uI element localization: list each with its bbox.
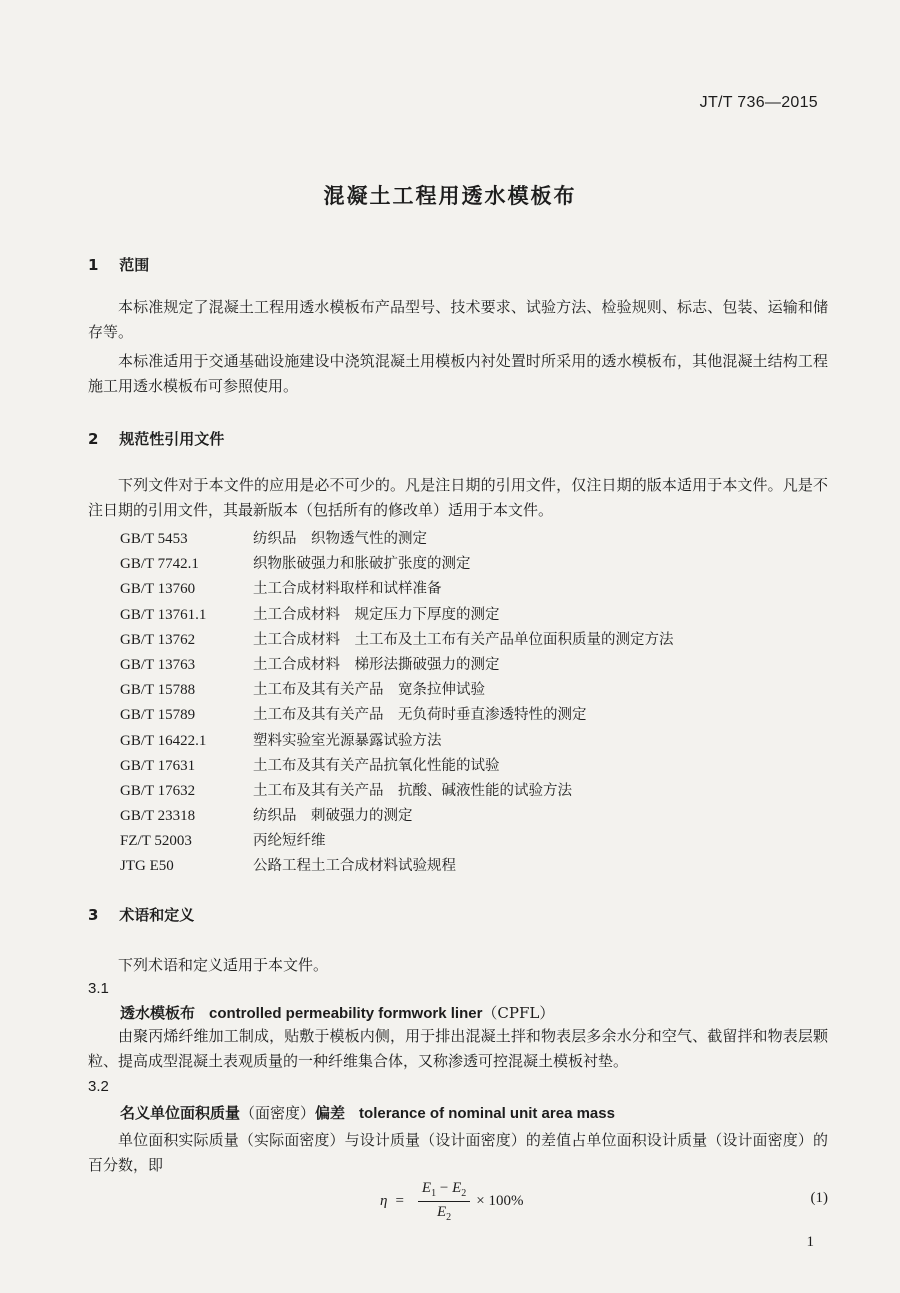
reference-code: GB/T 5453	[120, 531, 188, 547]
reference-item	[120, 854, 674, 879]
formula-minus: −	[436, 1180, 453, 1196]
term-3-1-definition: 由聚丙烯纤维加工制成，贴敷于模板内侧，用于排出混凝土拌和物表层多余水分和空气、截留拌和物表层颗粒、提高成型混凝土表观质量的一种纤维集合体，又称渗透可控混凝土模板衬垫。	[88, 1027, 828, 1070]
section-3-title: 术语和定义	[119, 906, 195, 924]
reference-code: GB/T 23318	[120, 808, 196, 825]
reference-code: GB/T 15788	[120, 682, 196, 699]
reference-item	[120, 804, 674, 829]
clause-3-1-number: 3.1	[88, 980, 109, 997]
reference-item	[120, 729, 674, 754]
reference-item	[120, 527, 674, 552]
reference-item	[120, 779, 674, 804]
equation-number: (1)	[810, 1190, 828, 1206]
section-3-intro: 下列术语和定义适用于本文件。	[118, 956, 329, 974]
formula-e2-sub: 2	[461, 1188, 467, 1199]
reference-code: JTG E50	[120, 858, 174, 875]
clause-3-2-number: 3.2	[88, 1078, 109, 1095]
term-3-2	[120, 1102, 615, 1123]
reference-code: GB/T 7742.1	[120, 556, 199, 573]
section-1-paragraph-1: 本标准规定了混凝土工程用透水模板布产品型号、技术要求、试验方法、检验规则、标志、包装、运输和储存等。	[88, 298, 828, 341]
document-code: JT/T 736—2015	[699, 94, 818, 111]
term-3-1	[120, 1002, 554, 1023]
reference-title: 土工合成材料 梯形法撕破强力的测定	[253, 656, 500, 673]
formula-equals: =	[395, 1193, 404, 1209]
section-3-heading	[88, 904, 194, 925]
term-3-1-chinese: 透水模板布	[120, 1004, 196, 1022]
formula-fraction	[418, 1180, 470, 1223]
reference-item	[120, 577, 674, 602]
reference-title: 塑料实验室光源暴露试验方法	[253, 732, 442, 749]
reference-code: GB/T 17632	[120, 782, 196, 799]
reference-title: 土工合成材料取样和试样准备	[253, 581, 442, 598]
section-1-number: 1	[88, 256, 99, 274]
term-3-1-abbreviation: （CPFL）	[482, 1004, 555, 1022]
section-2-number: 2	[88, 430, 99, 448]
reference-item	[120, 552, 674, 577]
formula-e1: E	[421, 1180, 432, 1196]
section-3-number: 3	[88, 906, 99, 924]
section-2-title: 规范性引用文件	[119, 430, 225, 448]
reference-title: 织物胀破强力和胀破扩张度的测定	[253, 556, 471, 573]
reference-code: GB/T 15789	[120, 707, 196, 724]
formula-e2-denominator: E	[436, 1204, 447, 1220]
reference-item	[120, 703, 674, 728]
reference-title: 土工布及其有关产品 无负荷时垂直渗透特性的测定	[253, 707, 587, 724]
formula-e1-sub: 1	[431, 1188, 437, 1199]
reference-code: GB/T 16422.1	[120, 732, 207, 749]
formula-1	[380, 1180, 523, 1223]
term-3-2-chinese-b: （面密度）	[240, 1104, 316, 1122]
term-3-1-english: controlled permeability formwork liner	[209, 1005, 483, 1022]
reference-item	[120, 603, 674, 628]
reference-item	[120, 628, 674, 653]
reference-code: FZ/T 52003	[120, 833, 192, 850]
section-1-title: 范围	[119, 256, 150, 274]
reference-title: 纺织品 织物透气性的测定	[253, 531, 427, 547]
reference-title: 土工合成材料 土工布及土工布有关产品单位面积质量的测定方法	[253, 631, 674, 648]
reference-title: 纺织品 刺破强力的测定	[253, 808, 413, 825]
formula-times-percent: × 100%	[476, 1193, 524, 1209]
reference-title: 土工布及其有关产品 抗酸、碱液性能的试验方法	[253, 782, 572, 799]
reference-title: 土工布及其有关产品 宽条拉伸试验	[253, 682, 485, 699]
section-2-intro: 下列文件对于本文件的应用是必不可少的。凡是注日期的引用文件，仅注日期的版本适用于本文件。凡是不注日期的引用文件，其最新版本（包括所有的修改单）适用于本文件。	[88, 476, 828, 519]
reference-title: 土工合成材料 规定压力下厚度的测定	[253, 606, 500, 623]
section-1-heading	[88, 254, 149, 275]
formula-eta: η	[380, 1193, 388, 1209]
reference-code: GB/T 17631	[120, 757, 196, 774]
term-3-2-english: tolerance of nominal unit area mass	[359, 1105, 615, 1122]
reference-title: 公路工程土工合成材料试验规程	[253, 858, 456, 875]
reference-code: GB/T 13761.1	[120, 606, 207, 623]
reference-item	[120, 829, 674, 854]
term-3-2-definition: 单位面积实际质量（实际面密度）与设计质量（设计面密度）的差值占单位面积设计质量（设计面密度）的百分数，即	[88, 1131, 828, 1174]
reference-item	[120, 754, 674, 779]
normative-reference-list	[120, 527, 674, 880]
section-1-paragraph-2: 本标准适用于交通基础设施建设中浇筑混凝土用模板内衬处置时所采用的透水模板布，其他混凝土结构工程施工用透水模板布可参照使用。	[88, 352, 828, 395]
term-3-2-chinese-c: 偏差	[315, 1104, 346, 1122]
reference-code: GB/T 13763	[120, 656, 196, 673]
formula-denominator	[437, 1202, 451, 1223]
formula-e2-denominator-sub: 2	[446, 1212, 452, 1223]
formula-numerator	[418, 1180, 470, 1202]
reference-item	[120, 678, 674, 703]
reference-code: GB/T 13760	[120, 581, 196, 598]
term-3-2-chinese-a: 名义单位面积质量	[120, 1104, 241, 1122]
document-title: 混凝土工程用透水模板布	[323, 184, 577, 208]
reference-code: GB/T 13762	[120, 631, 196, 648]
reference-item	[120, 653, 674, 678]
section-2-heading	[88, 428, 224, 449]
reference-title: 土工布及其有关产品抗氧化性能的试验	[253, 757, 500, 774]
formula-e2: E	[452, 1180, 462, 1196]
reference-title: 丙纶短纤维	[253, 833, 326, 850]
page-number: 1	[806, 1234, 814, 1250]
